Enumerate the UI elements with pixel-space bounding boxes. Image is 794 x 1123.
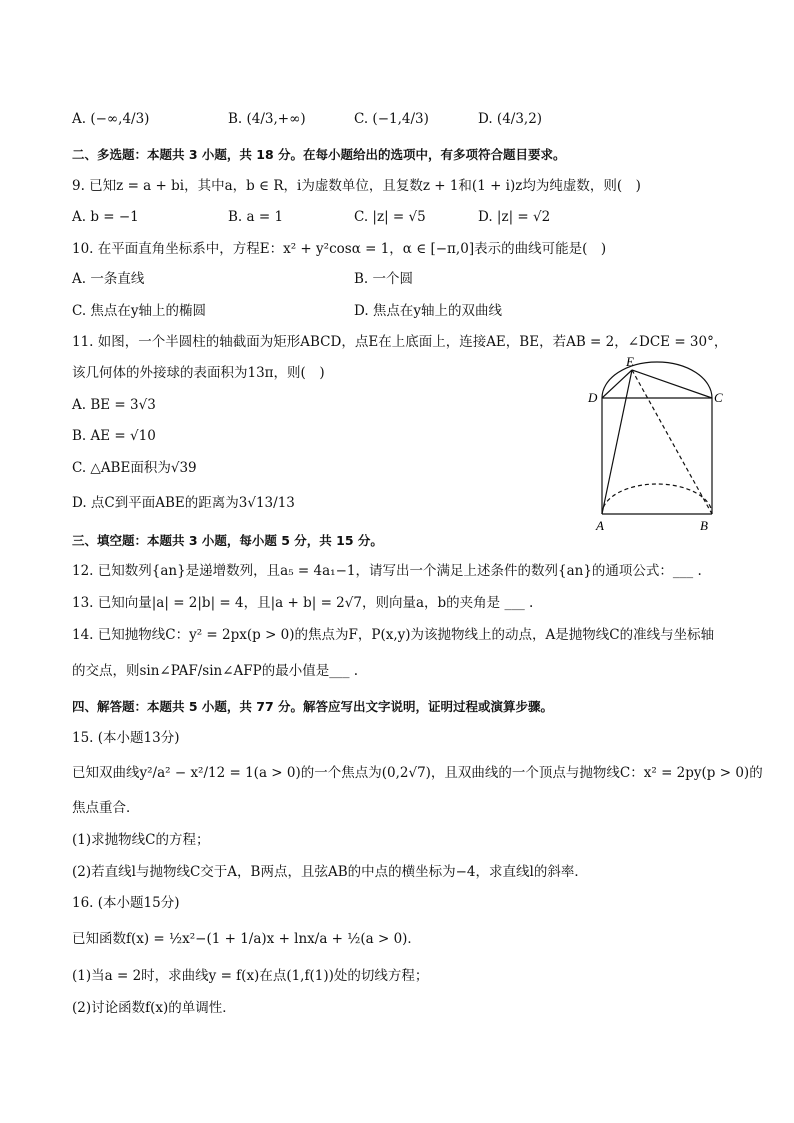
q15-part2: (2)若直线l与抛物线C交于A，B两点，且弦AB的中点的横坐标为−4，求直线l的斜率． (72, 864, 588, 880)
q9-option-b: B. a = 1 (228, 209, 284, 225)
q8-option-c: C. (−1,4/3) (354, 111, 429, 127)
q8-option-d: D. (4/3,2) (478, 111, 543, 127)
q9-option-a: A. b = −1 (72, 209, 139, 225)
half-cylinder-figure (586, 352, 726, 532)
label-d: D (588, 390, 598, 405)
q14-stem-line1: 14. 已知抛物线C：y² = 2px(p > 0)的焦点为F，P(x,y)为该抛物线上的动点，A是抛物线C的准线与坐标轴 (72, 627, 715, 643)
q16-part1: (1)当a = 2时，求曲线y = f(x)在点(1,f(1))处的切线方程； (72, 968, 429, 984)
q11-option-c: C. △ABE面积为√39 (72, 460, 197, 476)
q16-title: 16. (本小题15分) (72, 895, 180, 911)
section-4-header: 四、解答题：本题共 5 小题，共 77 分。解答应写出文字说明，证明过程或演算步骤。 (72, 699, 554, 714)
q11-stem-line2: 该几何体的外接球的表面积为13π，则( ) (72, 365, 325, 381)
q15-title: 15. (本小题13分) (72, 730, 180, 746)
label-c: C (714, 390, 723, 405)
edge-ea (602, 370, 632, 514)
label-a: A (596, 518, 604, 532)
label-e: E (626, 354, 634, 369)
q11-option-a: A. BE = 3√3 (72, 397, 156, 413)
edge-eb-dashed (632, 370, 712, 514)
q10-option-c: C. 焦点在y轴上的椭圆 (72, 303, 207, 319)
section-2-header: 二、多选题：本题共 3 小题，共 18 分。在每小题给出的选项中，有多项符合题目要求。 (72, 147, 566, 162)
q16-stem: 已知函数f(x) = ½x²−(1 + 1/a)x + lnx/a + ½(a > 0)． (72, 931, 421, 947)
q11-option-b: B. AE = √10 (72, 428, 156, 444)
q10-stem: 10. 在平面直角坐标系中，方程E：x² + y²cosα = 1，α ∈ [−π,0]表示的曲线可能是( ) (72, 241, 607, 257)
label-b: B (700, 518, 708, 532)
q9-stem: 9. 已知z = a + bi，其中a，b ∈ R，i为虚数单位，且复数z + 1和(1 + i)z均为纯虚数，则( ) (72, 178, 641, 194)
q8-option-b: B. (4/3,+∞) (228, 111, 306, 127)
q15-stem-line1: 已知双曲线y²/a² − x²/12 = 1(a > 0)的一个焦点为(0,2√7)，且双曲线的一个顶点与抛物线C：x² = 2py(p > 0)的 (72, 765, 763, 781)
edge-ec (632, 370, 712, 398)
section-3-header: 三、填空题：本题共 3 小题，每小题 5 分，共 15 分。 (72, 533, 383, 548)
q16-part2: (2)讨论函数f(x)的单调性． (72, 1000, 236, 1016)
q15-stem-line2: 焦点重合． (72, 800, 140, 816)
q11-stem-line1: 11. 如图，一个半圆柱的轴截面为矩形ABCD，点E在上底面上，连接AE，BE，若AB = 2，∠DCE = 30°， (72, 334, 728, 350)
q12-stem: 12. 已知数列{an}是递增数列，且a₅ = 4a₁−1，请写出一个满足上述条件的数列{an}的通项公式：___ . (72, 563, 702, 579)
q8-option-a: A. (−∞,4/3) (72, 111, 150, 127)
q14-stem-line2: 的交点，则sin∠PAF/sin∠AFP的最小值是___ . (72, 663, 359, 679)
q15-part1: (1)求抛物线C的方程； (72, 832, 210, 848)
q10-option-b: B. 一个圆 (354, 271, 414, 287)
q10-option-d: D. 焦点在y轴上的双曲线 (354, 303, 503, 319)
q10-option-a: A. 一条直线 (72, 271, 145, 287)
q11-option-d: D. 点C到平面ABE的距离为3√13/13 (72, 495, 295, 511)
bottom-arc-dashed (602, 484, 712, 514)
q9-option-c: C. |z| = √5 (354, 209, 426, 225)
q9-option-d: D. |z| = √2 (478, 209, 551, 225)
q13-stem: 13. 已知向量|a| = 2|b| = 4，且|a + b| = 2√7，则向量a，b的夹角是 ___ . (72, 595, 534, 611)
